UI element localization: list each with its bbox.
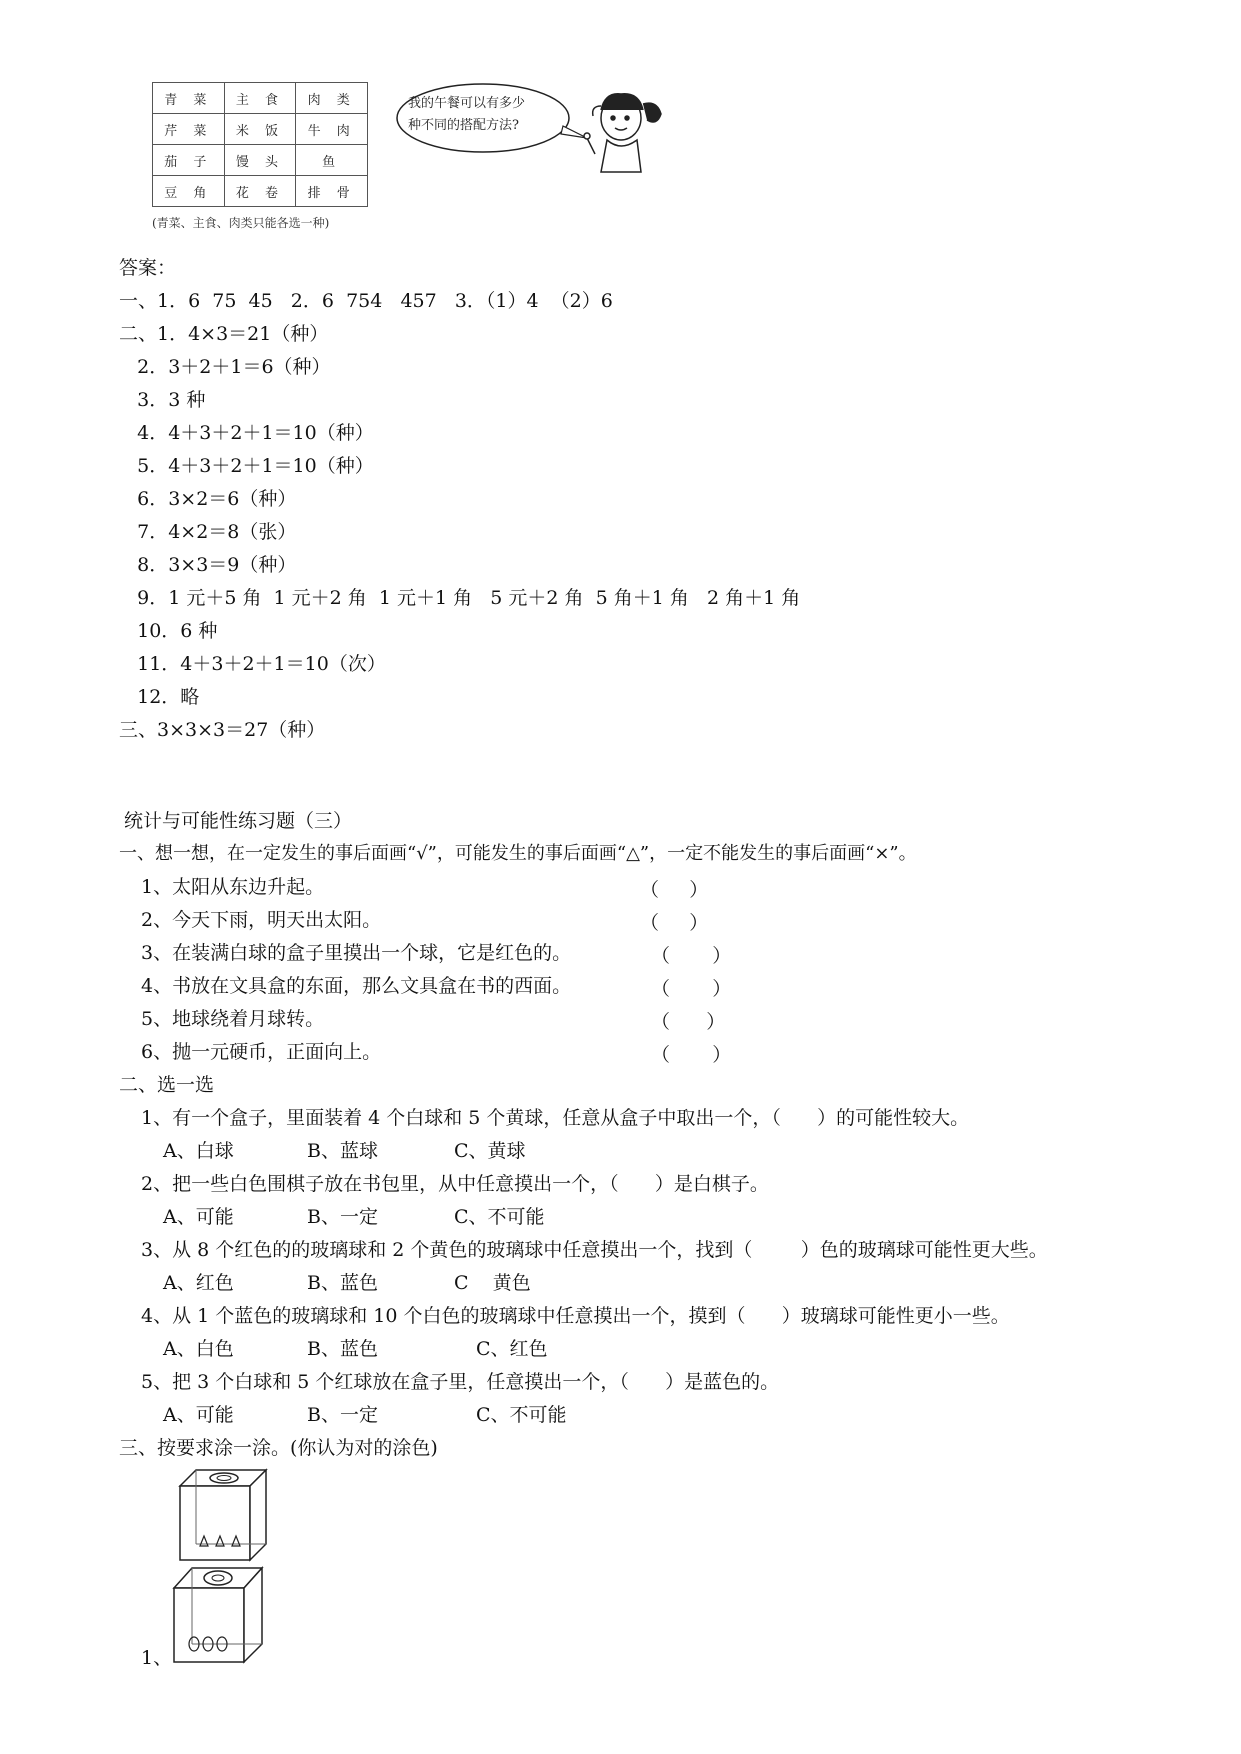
option[interactable]: A、白色 xyxy=(163,1338,234,1360)
table-cell: 馒 头 xyxy=(224,145,296,176)
part3-item-label: 1、 xyxy=(141,1647,173,1669)
menu-table xyxy=(152,82,368,207)
table-cell: 青 菜 xyxy=(153,83,225,114)
answers-title: 答案： xyxy=(119,257,177,279)
option[interactable]: A、可能 xyxy=(163,1206,234,1228)
table-cell: 芹 菜 xyxy=(153,114,225,145)
part1-heading: 一、想一想，在一定发生的事后面画“√”，可能发生的事后面画“△”，一定不能发生的事后面画“×”。 xyxy=(119,843,917,864)
table-cell: 主 食 xyxy=(224,83,296,114)
speech-text-line1: 我的午餐可以有多少 xyxy=(408,96,526,111)
option[interactable]: B、蓝球 xyxy=(307,1140,378,1162)
part2-question: 1、有一个盒子，里面装着 4 个白球和 5 个黄球，任意从盒子中取出一个，（ ）的可能性较大。 xyxy=(141,1107,970,1129)
answer-blank[interactable]: （ ） xyxy=(651,1044,732,1066)
table-cell: 鱼 xyxy=(296,145,368,176)
answer-line: 二、1．4×3＝21（种） xyxy=(119,323,329,345)
part2-question: 3、从 8 个红色的的玻璃球和 2 个黄色的玻璃球中任意摸出一个，找到（ ）色的玻璃球可能性更大些。 xyxy=(141,1239,1048,1261)
option[interactable]: C、红色 xyxy=(476,1338,548,1360)
part2-question: 5、把 3 个白球和 5 个红球放在盒子里，任意摸出一个，（ ）是蓝色的。 xyxy=(141,1371,780,1393)
speech-text-line2: 种不同的搭配方法? xyxy=(408,118,519,133)
part1-item: 6、抛一元硬币，正面向上。 xyxy=(141,1041,382,1063)
answer-line: 7．4×2＝8（张） xyxy=(119,521,297,543)
table-row xyxy=(153,176,368,207)
option[interactable]: A、红色 xyxy=(163,1272,234,1294)
table-row xyxy=(153,114,368,145)
answer-blank[interactable]: （ ） xyxy=(651,1011,726,1033)
menu-caption: (青菜、主食、肉类只能各选一种) xyxy=(152,216,330,230)
part1-item: 2、今天下雨，明天出太阳。 xyxy=(141,909,382,931)
part1-item: 5、地球绕着月球转。 xyxy=(141,1008,325,1030)
answer-line: 6．3×2＝6（种） xyxy=(119,488,297,510)
answer-line: 三、3×3×3＝27（种） xyxy=(119,719,326,741)
table-cell: 牛 肉 xyxy=(296,114,368,145)
part3-heading: 三、按要求涂一涂。(你认为对的涂色) xyxy=(119,1437,438,1459)
part1-item: 4、书放在文具盒的东面，那么文具盒在书的西面。 xyxy=(141,975,572,997)
table-cell: 茄 子 xyxy=(153,145,225,176)
table-cell: 花 卷 xyxy=(224,176,296,207)
part1-item: 1、太阳从东边升起。 xyxy=(141,876,325,898)
answer-line: 9．1 元＋5 角 1 元＋2 角 1 元＋1 角 5 元＋2 角 5 角＋1 角 2 角＋1 角 xyxy=(119,587,801,609)
part2-question: 2、把一些白色围棋子放在书包里，从中任意摸出一个，（ ）是白棋子。 xyxy=(141,1173,769,1195)
answer-line: 12．略 xyxy=(119,686,200,708)
answer-blank[interactable]: （ ） xyxy=(651,945,732,967)
answer-line: 8．3×3＝9（种） xyxy=(119,554,297,576)
answer-line: 3．3 种 xyxy=(119,389,206,411)
option[interactable]: C 黄色 xyxy=(454,1272,531,1294)
answer-line: 一、1．6 75 45 2．6 754 457 3．（1）4 （2）6 xyxy=(119,290,613,312)
answer-line: 10．6 种 xyxy=(119,620,218,642)
table-cell: 排 骨 xyxy=(296,176,368,207)
answer-blank[interactable]: （ ） xyxy=(640,879,709,901)
table-row xyxy=(153,83,368,114)
part2-heading: 二、选一选 xyxy=(119,1074,215,1096)
option[interactable]: C、不可能 xyxy=(476,1404,567,1426)
option[interactable]: A、白球 xyxy=(163,1140,234,1162)
answer-line: 4．4＋3＋2＋1＝10（种） xyxy=(119,422,374,444)
answer-blank[interactable]: （ ） xyxy=(651,978,732,1000)
girl-icon xyxy=(584,94,661,172)
part1-item: 3、在装满白球的盒子里摸出一个球，它是红色的。 xyxy=(141,942,572,964)
box-with-balls-icon xyxy=(172,1566,264,1666)
option[interactable]: C、黄球 xyxy=(454,1140,526,1162)
option[interactable]: B、蓝色 xyxy=(307,1338,378,1360)
exercise-title: 统计与可能性练习题（三） xyxy=(124,810,353,832)
answer-line: 2．3＋2＋1＝6（种） xyxy=(119,356,331,378)
option[interactable]: C、不可能 xyxy=(454,1206,545,1228)
option[interactable]: B、一定 xyxy=(307,1404,378,1426)
answer-blank[interactable]: （ ） xyxy=(640,912,709,934)
table-cell: 肉 类 xyxy=(296,83,368,114)
part2-question: 4、从 1 个蓝色的玻璃球和 10 个白色的玻璃球中任意摸出一个，摸到（ ）玻璃球可能性更小一些。 xyxy=(141,1305,1010,1327)
option[interactable]: B、一定 xyxy=(307,1206,378,1228)
option[interactable]: A、可能 xyxy=(163,1404,234,1426)
option[interactable]: B、蓝色 xyxy=(307,1272,378,1294)
box-with-triangles-icon xyxy=(178,1468,270,1564)
table-cell: 豆 角 xyxy=(153,176,225,207)
answer-line: 11．4＋3＋2＋1＝10（次） xyxy=(119,653,386,675)
table-cell: 米 饭 xyxy=(224,114,296,145)
answer-line: 5．4＋3＋2＋1＝10（种） xyxy=(119,455,374,477)
table-row xyxy=(153,145,368,176)
